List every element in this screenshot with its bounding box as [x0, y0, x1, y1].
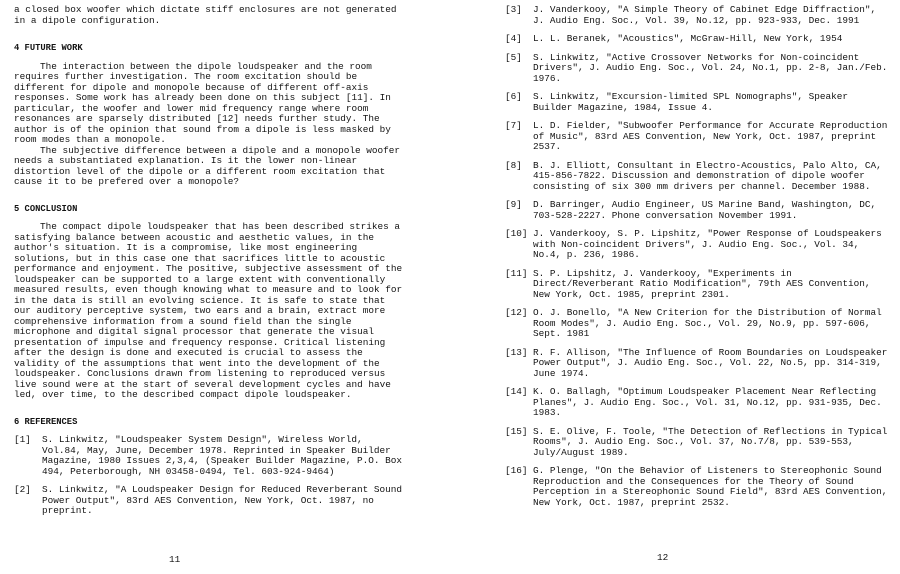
reference-item	[505, 121, 890, 153]
page-number: 12	[657, 552, 669, 563]
reference-item	[505, 229, 890, 261]
reference-number: [5]	[505, 51, 522, 63]
reference-text: L. L. Beranek, "Acoustics", McGraw-Hill, New York, 1954	[533, 33, 843, 44]
reference-text: J. Vanderkooy, "A Simple Theory of Cabinet Edge Diffraction", J. Audio Eng. Soc., Vol. 39, No.12, pp. 923-933, Dec. 1991	[533, 4, 877, 26]
reference-text: S. Linkwitz, "Excursion-limited SPL Nomographs", Speaker Builder Magazine, 1984, Issue 4.	[533, 91, 849, 113]
reference-number: [7]	[505, 120, 522, 131]
reference-item	[505, 308, 890, 340]
reference-text: J. Vanderkooy, S. P. Lipshitz, "Power Response of Loudspeakers with Non-coincident Drivers", J. Audio Eng. Soc., Vol. 34, No.4, p. 236, 1986.	[533, 228, 882, 260]
reference-number: [15]	[505, 425, 528, 437]
reference-text: S. Linkwitz, "Loudspeaker System Design", Wireless World, Vol.84, May, June, December 1978. Reprinted in Speaker Builder Magazine, 1980 Issues 2,3,4, (Speaker Builder Magazine, P.O. Box 494, Peterborough, NH 03458-0494, Tel. 603-924-9464)	[42, 434, 403, 477]
reference-text: S. E. Olive, F. Toole, "The Detection of Reflections in Typical Rooms", J. Audio Eng. Soc., Vol. 37, No.7/8, pp. 539-553, July/August 1989.	[533, 425, 888, 458]
reference-text: O. J. Bonello, "A New Criterion for the Distribution of Normal Room Modes", J. Audio Eng. Soc., Vol. 29, No.9, pp. 597-606, Sept. 1981	[533, 307, 882, 339]
reference-number: [1]	[14, 434, 31, 445]
reference-number: [11]	[505, 267, 528, 279]
conclusion-paragraph: The compact dipole loudspeaker that has been described strikes a satisfying balance between acoustic and aesthetic values, in the author's situation. It is a compromise, like most engineering solutions, but in this case one that sacrifices little to acoustic performance and enjoyment. The positive, subjective assessment of the loudspeaker can be supported to a large extent with conventionally measured results, even though knowing what to measure and to look for in the data is still an evolving science. It is safe to state that our auditory perceptive system, two ears and a brain, extract more comprehensive information from a sound field than the single microphone and digital signal processor that generate the visual presentation of impulse and frequency response. Critical listening after the design is done and executed is crucial to assess the validity of the assumptions that went into the development of the loudspeaker. Conclusions drawn from listening to reproduced versus live sound were at the start of several development cycles and have led, over time, to the described compact dipole loudspeaker.	[14, 221, 403, 400]
reference-item	[505, 200, 890, 221]
reference-number: [8]	[505, 159, 522, 171]
reference-item	[505, 427, 890, 459]
reference-item	[505, 348, 890, 380]
reference-text: S. Linkwitz, "A Loudspeaker Design for Reduced Reverberant Sound Power Output", 83rd AES Convention, New York, Oct. 1987, no preprint.	[42, 484, 403, 516]
reference-text: B. J. Elliott, Consultant in Electro-Acoustics, Palo Alto, CA, 415-856-7822. Discussion and demonstration of dipole woofer consisting of six 300 mm drivers per channel. December 1988.	[533, 159, 882, 192]
reference-text: D. Barringer, Audio Engineer, US Marine Band, Washington, DC, 703-528-2227. Phone conversation November 1991.	[533, 199, 877, 221]
reference-number: [12]	[505, 307, 528, 318]
references-heading: 6 REFERENCES	[14, 416, 78, 427]
future-work-paragraph-2: The subjective difference between a dipole and a monopole woofer needs a substantiated explanation. Is it the lower non-linear distortion level of the dipole or a different room excitation that cause it to be prefered over a monopole?	[14, 144, 401, 187]
reference-text: L. D. Fielder, "Subwoofer Performance for Accurate Reproduction of Music", 83rd AES Convention, New York, Oct. 1987, preprint 2537.	[533, 120, 888, 152]
future-work-paragraph-1: The interaction between the dipole loudspeaker and the room requires further investigation. The room excitation should be different for dipole and monopole because of different off-axis responses. Some work has already been done on this subject [11]. In particular, the woofer and lower mid frequency range where room resonances are sparsely distributed [12] needs further study. The author is of the opinion that sound from a dipole is less masked by room modes than a monopole.	[14, 60, 391, 145]
right-page	[450, 0, 900, 574]
reference-number: [10]	[505, 228, 528, 239]
future-work-heading: 4 FUTURE WORK	[14, 43, 83, 53]
reference-text: S. Linkwitz, "Active Crossover Networks for Non-coincident Drivers", J. Audio Eng. Soc., Vol. 24, No.1, pp. 2-8, Jan./Feb. 1976.	[533, 51, 888, 84]
reference-text: G. Plenge, "On the Behavior of Listeners to Stereophonic Sound Reproduction and the Consequences for the Theory of Sound Perception in a Stereophonic Sound Field", 83rd AES Convention, New York, Oct. 1987, preprint 2532.	[533, 465, 888, 508]
reference-item	[505, 466, 890, 508]
reference-text: K. O. Ballagh, "Optimum Loudspeaker Placement Near Reflecting Planes", J. Audio Eng. Soc., Vol. 31, No.12, pp. 931-935, Dec. 1983.	[533, 386, 882, 418]
reference-number: [16]	[505, 465, 528, 476]
left-column	[14, 5, 406, 517]
reference-number: [9]	[505, 199, 522, 210]
intro-text: a closed box woofer which dictate stiff enclosures are not generated in a dipole configuration.	[14, 4, 397, 26]
reference-text: S. P. Lipshitz, J. Vanderkooy, "Experiments in Direct/Reverberant Ratio Modification", 79th AES Convention, New York, Oct. 1985, preprint 2301.	[533, 267, 871, 300]
reference-item	[505, 34, 890, 45]
reference-number: [6]	[505, 91, 522, 102]
reference-item	[505, 5, 890, 26]
reference-item	[14, 485, 406, 517]
page-number: 11	[169, 554, 181, 565]
reference-number: [14]	[505, 386, 528, 397]
reference-item	[14, 435, 406, 477]
reference-number: [3]	[505, 4, 522, 15]
reference-number: [4]	[505, 33, 522, 44]
reference-item	[505, 53, 890, 85]
conclusion-heading: 5 CONCLUSION	[14, 203, 78, 214]
reference-number: [2]	[14, 484, 31, 495]
reference-text: R. F. Allison, "The Influence of Room Boundaries on Loudspeaker Power Output", J. Audio Eng. Soc., Vol. 22, No.5, pp. 314-319, June 1974.	[533, 346, 888, 379]
reference-item	[505, 92, 890, 113]
reference-item	[505, 387, 890, 419]
reference-number: [13]	[505, 346, 528, 358]
reference-item	[505, 161, 890, 193]
reference-item	[505, 269, 890, 301]
references-column	[505, 5, 890, 508]
